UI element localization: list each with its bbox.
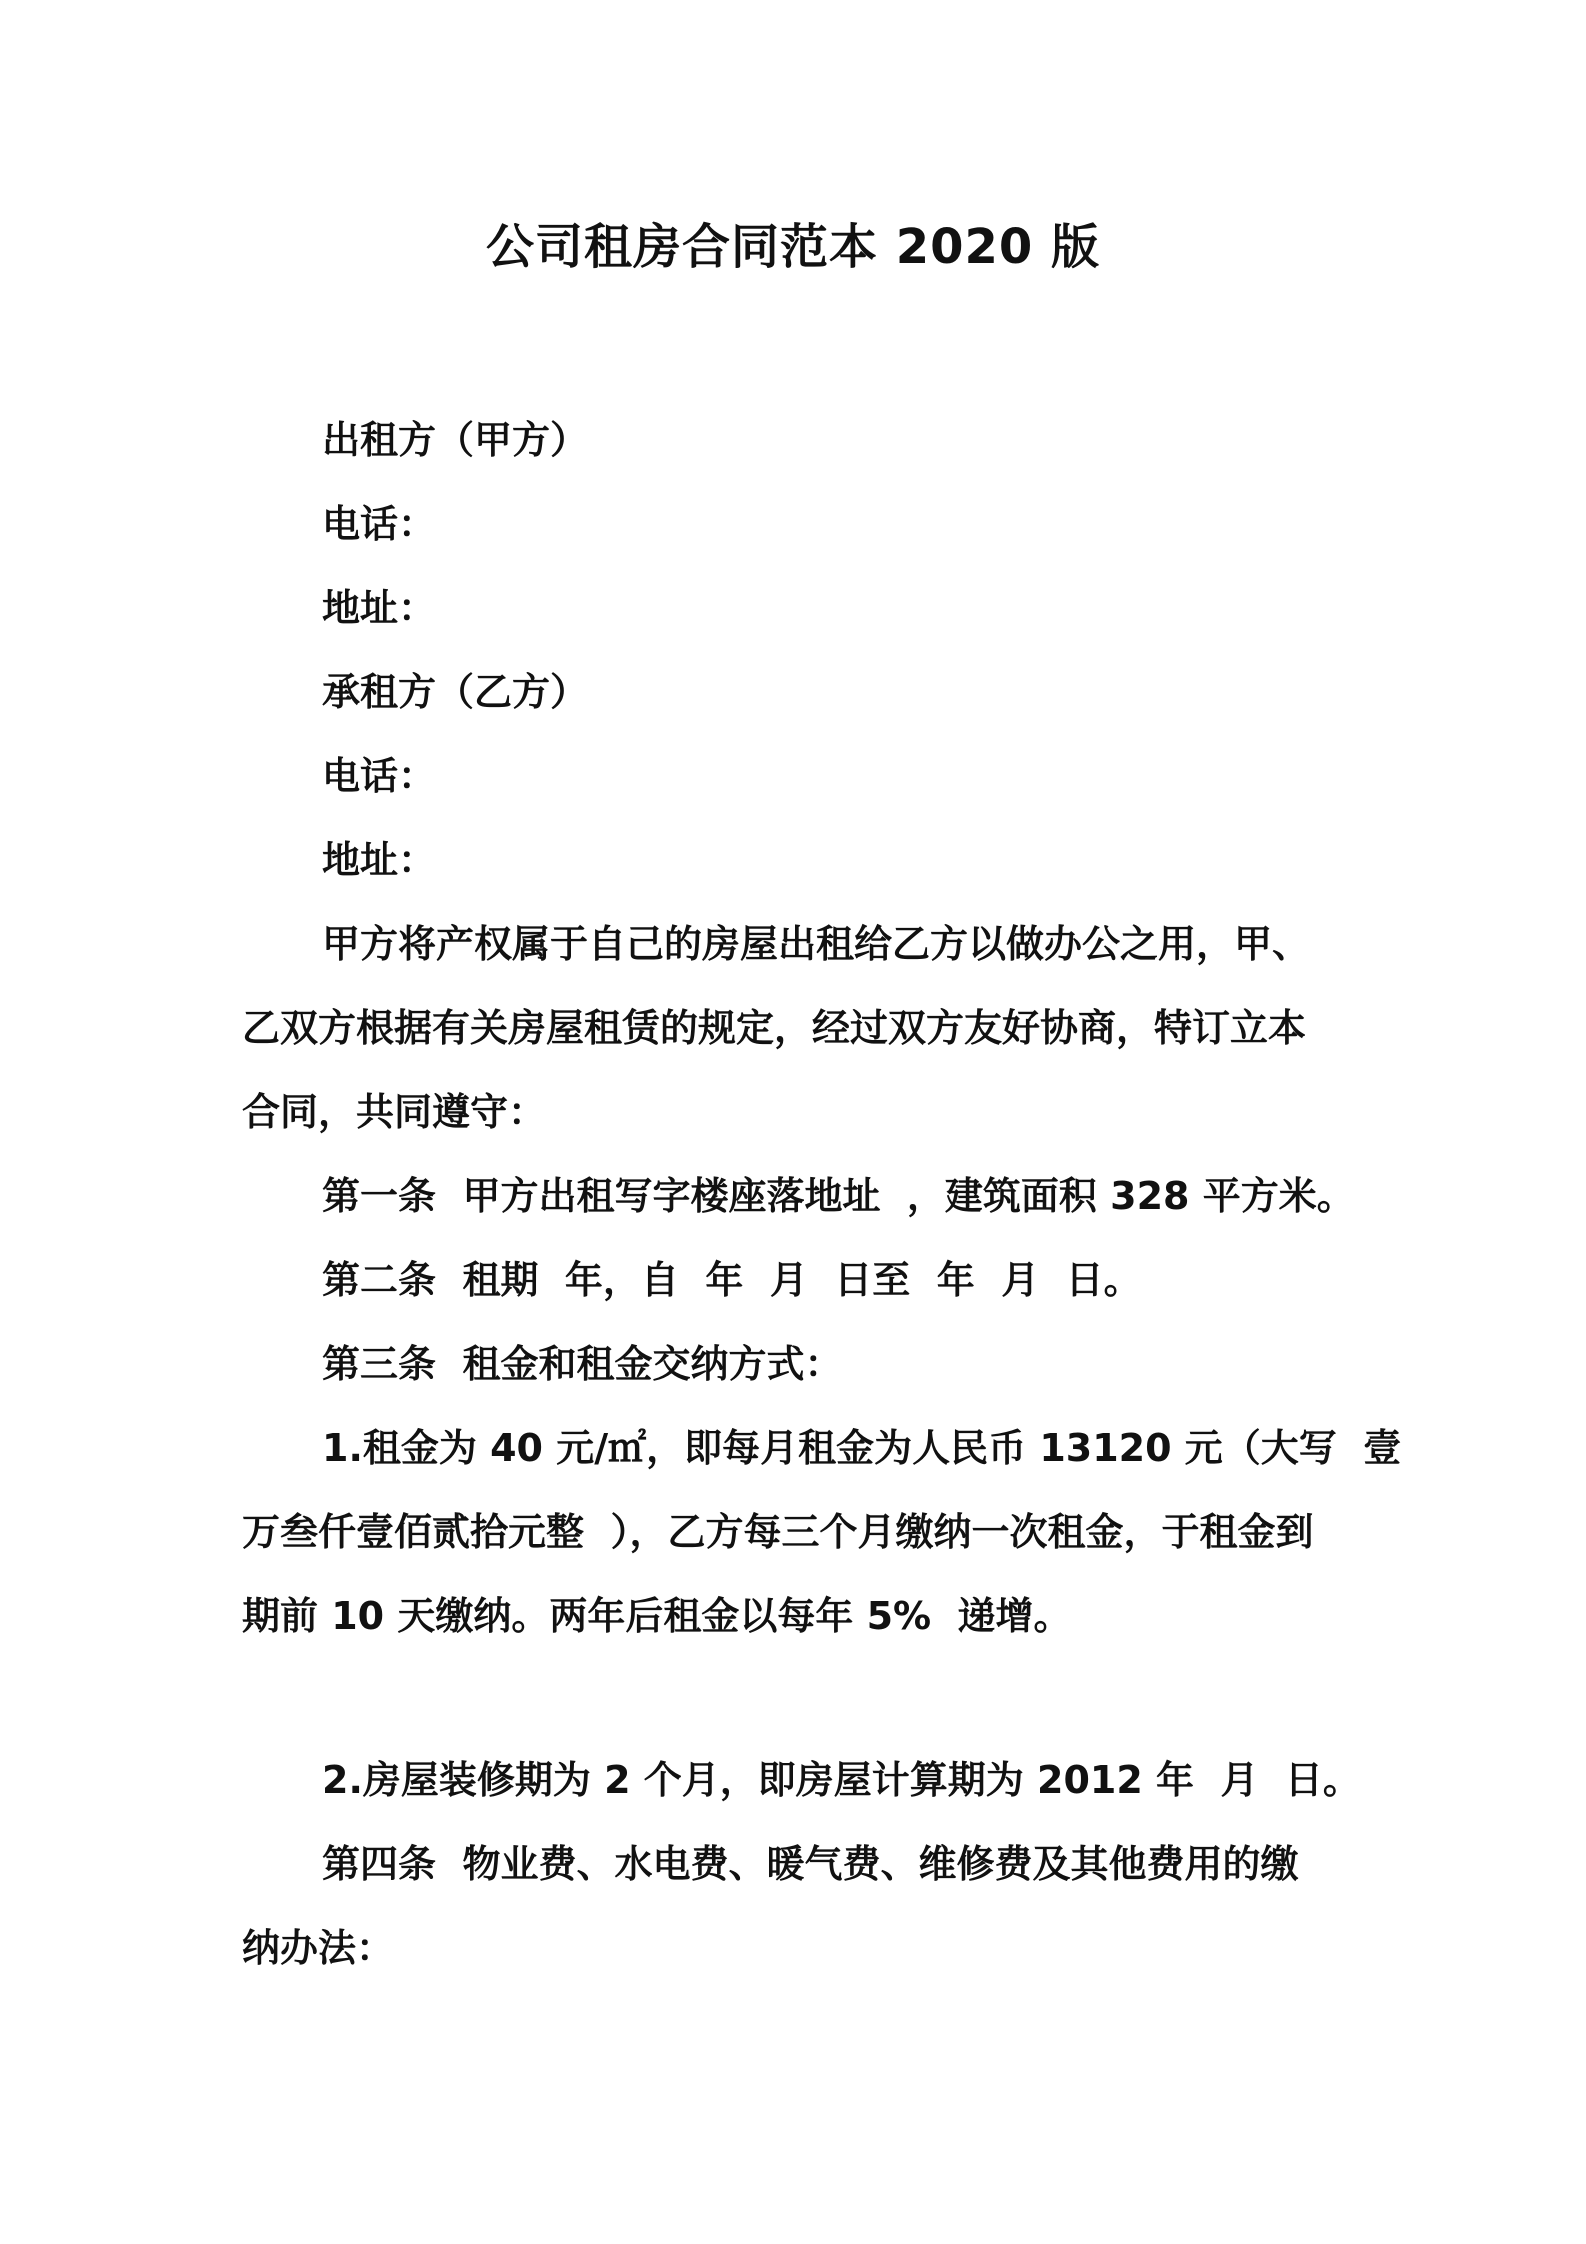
intro-paragraph (242, 902, 1354, 1154)
party-a-address: 地址： (322, 586, 437, 630)
party-b-address: 地址： (322, 838, 437, 882)
party-b-phone: 电话： (322, 754, 437, 798)
article-3: 第三条 租金和租金交纳方式： (322, 1342, 843, 1386)
article-1: 第一条 甲方出租写字楼座落地址 ，建筑面积 328 平方米。 (322, 1174, 1355, 1218)
party-a-label: 出租方（甲方） (322, 418, 589, 462)
clause-1 (242, 1406, 1402, 1658)
clause-2-line: 2.房屋装修期为 2 个月，即房屋计算期为 2012 年 月 日。 (322, 1758, 1361, 1802)
clause-1-line-3: 期前 10 天缴纳。两年后租金以每年 5% 递增。 (242, 1594, 1072, 1638)
party-b-label: 承租方（乙方） (322, 670, 589, 714)
document-title: 公司租房合同范本 2020 版 (485, 219, 1101, 275)
articles-block (242, 1154, 1354, 1406)
clause-1-line-1: 1.租金为 40 元/㎡，即每月租金为人民币 13120 元（大写 壹 (322, 1426, 1402, 1470)
article-4-line-1: 第四条 物业费、水电费、暖气费、维修费及其他费用的缴 (322, 1842, 1299, 1886)
article-2: 第二条 租期 年，自 年 月 日至 年 月 日。 (322, 1258, 1142, 1302)
clause-2 (242, 1738, 1361, 1822)
party-a-phone: 电话： (322, 502, 437, 546)
parties-block (242, 398, 1354, 902)
intro-line-2: 乙双方根据有关房屋租赁的规定，经过双方友好协商，特订立本 (242, 1006, 1307, 1050)
intro-line-3: 合同，共同遵守： (242, 1090, 547, 1134)
article-4 (242, 1822, 1354, 1990)
clause-1-line-2: 万叁仟壹佰贰拾元整 ），乙方每三个月缴纳一次租金，于租金到 (242, 1510, 1314, 1554)
article-4-line-2: 纳办法： (242, 1926, 395, 1970)
intro-line-1: 甲方将产权属于自己的房屋出租给乙方以做办公之用，甲、 (322, 922, 1311, 966)
